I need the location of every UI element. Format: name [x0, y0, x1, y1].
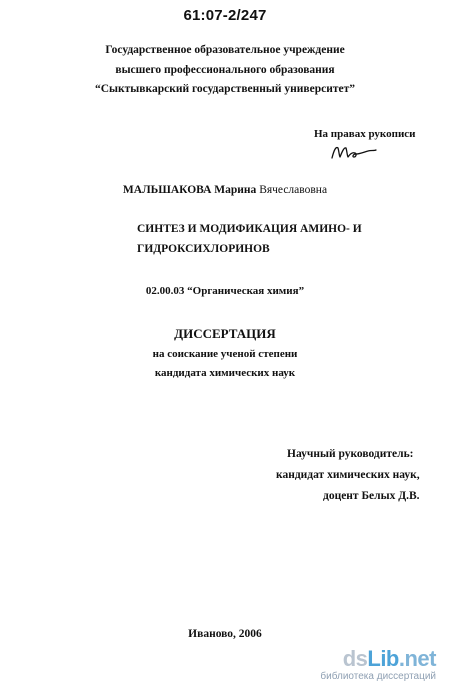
degree-line-1: на соискание ученой степени — [152, 348, 298, 360]
watermark-subtitle: библиотека диссертаций — [320, 671, 436, 682]
degree-line-2: кандидата химических наук — [154, 367, 296, 379]
watermark-logo-ds: ds — [342, 646, 368, 671]
thesis-title-line-1: СИНТЕЗ И МОДИФИКАЦИЯ АМИНО- И — [137, 223, 362, 235]
institution-line-2: высшего профессионального образования — [115, 64, 335, 76]
supervisor-label: Научный руководитель: — [287, 448, 414, 460]
manuscript-rights-note: На правах рукописи — [314, 128, 416, 140]
institution-line-3: “Сыктывкарский государственный университет” — [95, 83, 355, 95]
watermark-logo-net: .net — [398, 646, 436, 671]
supervisor-degree: кандидат химических наук, — [276, 469, 420, 481]
institution-line-1: Государственное образовательное учреждение — [105, 44, 345, 56]
specialty-code: 02.00.03 “Органическая химия” — [145, 285, 305, 297]
handwritten-signature — [330, 142, 378, 162]
author-surname-name: МАЛЬШАКОВА Марина — [122, 184, 257, 196]
dslib-watermark — [316, 648, 436, 683]
place-and-year: Иваново, 2006 — [188, 628, 262, 640]
author-name — [0, 184, 450, 196]
document-code: 61:07-2/247 — [183, 7, 267, 24]
thesis-title-line-2: ГИДРОКСИХЛОРИНОВ — [137, 243, 270, 255]
dissertation-heading: ДИССЕРТАЦИЯ — [174, 326, 276, 341]
supervisor-name: доцент Белых Д.В. — [323, 490, 420, 502]
author-patronymic: Вячеславовна — [259, 184, 328, 196]
watermark-logo — [316, 648, 436, 670]
watermark-logo-lib: Lib — [367, 646, 399, 671]
